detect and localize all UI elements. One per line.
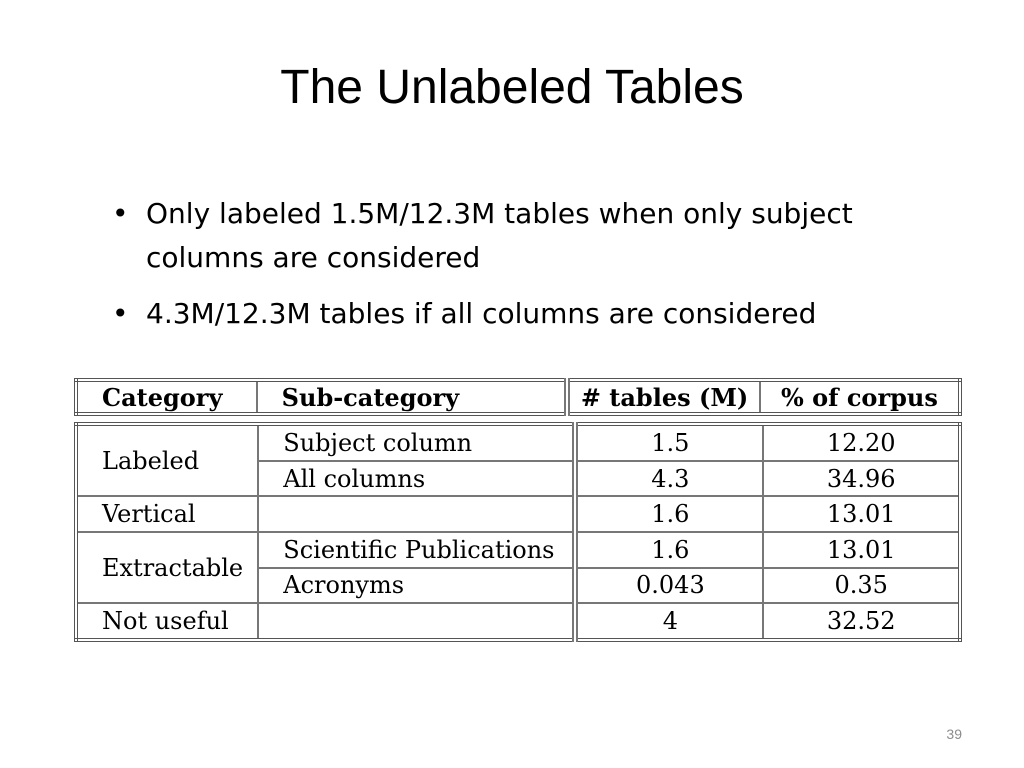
header-subcategory: Sub-category <box>257 380 568 414</box>
cell-category: Extractable <box>76 532 258 603</box>
cell-percent: 0.35 <box>763 568 960 604</box>
corpus-table <box>74 378 962 642</box>
cell-tables: 1.5 <box>575 424 763 461</box>
cell-subcategory <box>258 496 575 532</box>
cell-tables: 4.3 <box>575 461 763 497</box>
cell-subcategory: Acronyms <box>258 568 575 604</box>
cell-percent: 13.01 <box>763 496 960 532</box>
bullet-text: Only labeled 1.5M/12.3M tables when only subject columns are considered <box>146 197 853 274</box>
header-tables: # tables (M) <box>567 380 760 414</box>
cell-percent: 13.01 <box>763 532 960 568</box>
cell-subcategory: Scientific Publications <box>258 532 575 568</box>
table-row <box>76 603 960 640</box>
table-row <box>76 424 960 461</box>
cell-tables: 1.6 <box>575 532 763 568</box>
table-header <box>74 378 962 416</box>
bullet-text: 4.3M/12.3M tables if all columns are considered <box>146 297 817 330</box>
bullet-item <box>112 192 952 280</box>
cell-tables: 4 <box>575 603 763 640</box>
header-percent: % of corpus <box>760 380 960 414</box>
bullet-icon: • <box>112 197 129 230</box>
cell-category: Labeled <box>76 424 258 496</box>
cell-category: Vertical <box>76 496 258 532</box>
cell-subcategory: Subject column <box>258 424 575 461</box>
slide-title: The Unlabeled Tables <box>280 61 744 114</box>
cell-subcategory: All columns <box>258 461 575 497</box>
cell-tables: 0.043 <box>575 568 763 604</box>
cell-percent: 32.52 <box>763 603 960 640</box>
cell-percent: 12.20 <box>763 424 960 461</box>
bullet-icon: • <box>112 297 129 330</box>
cell-percent: 34.96 <box>763 461 960 497</box>
table-row <box>76 532 960 568</box>
cell-subcategory <box>258 603 575 640</box>
header-category: Category <box>76 380 257 414</box>
table-row <box>76 496 960 532</box>
cell-tables: 1.6 <box>575 496 763 532</box>
cell-category: Not useful <box>76 603 258 640</box>
page-number: 39 <box>946 726 962 742</box>
bullet-list <box>112 192 952 348</box>
bullet-item <box>112 292 952 336</box>
table-body <box>74 422 962 642</box>
